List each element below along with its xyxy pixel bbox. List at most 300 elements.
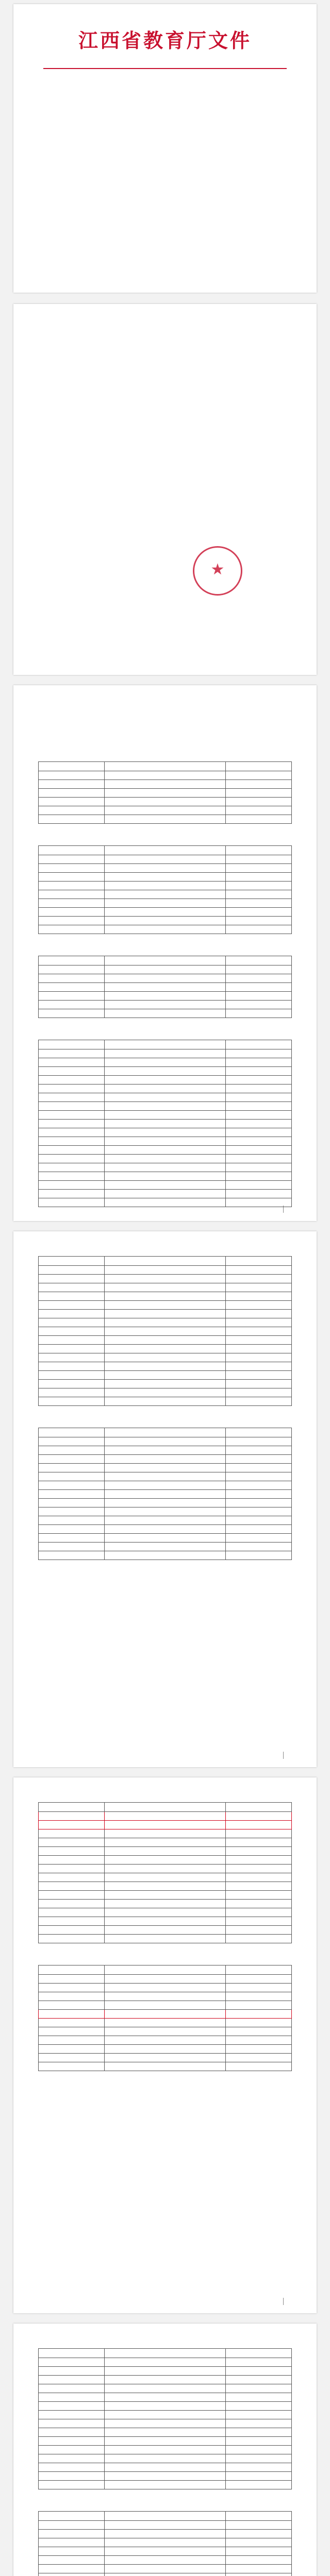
award-school-cell — [104, 1049, 226, 1058]
table-row — [39, 2530, 292, 2538]
table-row — [39, 1873, 292, 1882]
award-rank-cell — [226, 1301, 292, 1310]
award-rank-cell — [226, 1984, 292, 1992]
award-name-cell — [39, 1155, 105, 1163]
award-table — [38, 956, 292, 1018]
table-row — [39, 1446, 292, 1455]
award-rank-cell — [226, 2358, 292, 2367]
table-row — [39, 1490, 292, 1499]
table-row — [39, 1190, 292, 1198]
award-school-cell — [104, 780, 226, 789]
notice-paragraph — [44, 422, 286, 432]
award-rank-cell — [226, 1525, 292, 1534]
award-school-cell — [104, 1821, 226, 1829]
award-name-cell — [39, 2530, 105, 2538]
award-school-cell — [104, 1137, 226, 1146]
award-rank-cell — [226, 1891, 292, 1900]
award-rank-cell — [226, 1345, 292, 1353]
award-rank-cell — [226, 1198, 292, 1207]
table-row — [39, 1009, 292, 1018]
award-school-cell — [104, 1371, 226, 1380]
award-name-cell — [39, 1120, 105, 1128]
award-list-title — [55, 717, 275, 745]
award-rank-cell — [226, 1009, 292, 1018]
table-row — [39, 1829, 292, 1838]
table-row — [39, 1464, 292, 1472]
award-name-cell — [39, 1856, 105, 1865]
award-name-cell — [39, 1093, 105, 1102]
award-rank-cell — [226, 2402, 292, 2411]
table-row — [39, 2547, 292, 2556]
award-school-cell — [104, 1446, 226, 1455]
award-rank-cell — [226, 1102, 292, 1111]
award-rank-cell — [226, 1865, 292, 1873]
award-rank-cell — [226, 1327, 292, 1336]
award-school-cell — [104, 1001, 226, 1009]
column-header — [226, 1428, 292, 1437]
award-rank-cell — [226, 1266, 292, 1275]
award-name-cell — [39, 2481, 105, 2489]
award-school-cell — [104, 1908, 226, 1917]
award-name-cell — [39, 1935, 105, 1943]
column-header — [104, 1428, 226, 1437]
award-name-cell — [39, 2001, 105, 2010]
award-school-cell — [104, 1009, 226, 1018]
table-row — [39, 2454, 292, 2463]
award-name-cell — [39, 1283, 105, 1292]
award-name-cell — [39, 855, 105, 864]
award-name-cell — [39, 1327, 105, 1336]
award-table — [38, 1802, 292, 1943]
award-rank-cell — [226, 1397, 292, 1406]
award-rank-cell — [226, 882, 292, 890]
table-row — [39, 864, 292, 873]
award-school-cell — [104, 1534, 226, 1543]
award-rank-cell — [226, 2019, 292, 2027]
award-school-cell — [104, 1058, 226, 1067]
table-row — [39, 1525, 292, 1534]
page-number — [283, 2298, 293, 2305]
award-school-cell — [104, 2428, 226, 2437]
award-school-cell — [104, 1388, 226, 1397]
award-school-cell — [104, 2454, 226, 2463]
award-school-cell — [104, 1292, 226, 1301]
award-school-cell — [104, 882, 226, 890]
award-rank-cell — [226, 1829, 292, 1838]
red-star-icon: ★ — [210, 561, 225, 579]
award-rank-cell — [226, 789, 292, 798]
award-school-cell — [104, 1310, 226, 1318]
award-school-cell — [104, 1283, 226, 1292]
award-name-cell — [39, 1847, 105, 1856]
award-rank-cell — [226, 2393, 292, 2402]
award-rank-cell — [226, 1128, 292, 1137]
signature-block — [197, 572, 279, 590]
table-row — [39, 1111, 292, 1120]
award-school-cell — [104, 1856, 226, 1865]
award-name-cell — [39, 1499, 105, 1507]
award-school-cell — [104, 1516, 226, 1525]
award-rank-cell — [226, 1067, 292, 1076]
award-name-cell — [39, 1917, 105, 1926]
table-row — [39, 2411, 292, 2419]
award-school-cell — [104, 1128, 226, 1137]
award-rank-cell — [226, 1551, 292, 1560]
table-row — [39, 2001, 292, 2010]
award-rank-cell — [226, 1437, 292, 1446]
document-banner: 江西省教育厅文件 — [78, 29, 252, 52]
award-school-cell — [104, 992, 226, 1001]
award-school-cell — [104, 1120, 226, 1128]
table-row — [39, 1847, 292, 1856]
column-header — [226, 2512, 292, 2521]
award-name-cell — [39, 1292, 105, 1301]
award-rank-cell — [226, 2419, 292, 2428]
award-rank-cell — [226, 1917, 292, 1926]
table-row — [39, 1812, 292, 1821]
table-row — [39, 1155, 292, 1163]
award-rank-cell — [226, 1388, 292, 1397]
table-row — [39, 1049, 292, 1058]
award-name-cell — [39, 873, 105, 882]
column-header — [104, 956, 226, 965]
award-list-page — [13, 2324, 317, 2576]
award-rank-cell — [226, 1882, 292, 1891]
table-row — [39, 2384, 292, 2393]
award-name-cell — [39, 1310, 105, 1318]
award-name-cell — [39, 1084, 105, 1093]
award-name-cell — [39, 1472, 105, 1481]
award-rank-cell — [226, 1838, 292, 1847]
award-rank-cell — [226, 2538, 292, 2547]
award-rank-cell — [226, 2428, 292, 2437]
award-name-cell — [39, 2446, 105, 2454]
award-name-cell — [39, 890, 105, 899]
award-school-cell — [104, 1362, 226, 1371]
award-rank-cell — [226, 815, 292, 824]
award-name-cell — [39, 2428, 105, 2437]
award-school-cell — [104, 2384, 226, 2393]
award-rank-cell — [226, 2027, 292, 2036]
award-table — [38, 1256, 292, 1406]
award-school-cell — [104, 2001, 226, 2010]
award-school-cell — [104, 1926, 226, 1935]
award-school-cell — [104, 1198, 226, 1207]
award-name-cell — [39, 1001, 105, 1009]
table-row — [39, 2019, 292, 2027]
award-name-cell — [39, 1172, 105, 1181]
table-row — [39, 1455, 292, 1464]
column-header — [104, 1257, 226, 1266]
column-header — [39, 956, 105, 965]
award-rank-cell — [226, 1516, 292, 1525]
award-name-cell — [39, 1058, 105, 1067]
award-rank-cell — [226, 806, 292, 815]
table-row — [39, 2565, 292, 2573]
column-header — [104, 1965, 226, 1975]
award-school-cell — [104, 1984, 226, 1992]
award-rank-cell — [226, 2556, 292, 2565]
award-rank-cell — [226, 965, 292, 974]
award-name-cell — [39, 2402, 105, 2411]
award-school-cell — [104, 2472, 226, 2481]
award-school-cell — [104, 1900, 226, 1908]
award-rank-cell — [226, 2054, 292, 2062]
award-school-cell — [104, 1345, 226, 1353]
table-row — [39, 2045, 292, 2054]
table-row — [39, 2556, 292, 2565]
column-header — [226, 2349, 292, 2358]
award-school-cell — [104, 965, 226, 974]
table-row — [39, 1301, 292, 1310]
table-row — [39, 780, 292, 789]
award-name-cell — [39, 1812, 105, 1821]
column-header — [39, 2512, 105, 2521]
page-number — [283, 1752, 293, 1759]
award-school-cell — [104, 1102, 226, 1111]
award-school-cell — [104, 2062, 226, 2071]
award-rank-cell — [226, 1873, 292, 1882]
award-table — [38, 845, 292, 934]
award-rank-cell — [226, 2411, 292, 2419]
award-school-cell — [104, 1084, 226, 1093]
table-row — [39, 890, 292, 899]
table-row — [39, 815, 292, 824]
award-school-cell — [104, 771, 226, 780]
column-header — [226, 1965, 292, 1975]
table-header-row — [39, 1257, 292, 1266]
award-rank-cell — [226, 1926, 292, 1935]
award-rank-cell — [226, 2437, 292, 2446]
award-name-cell — [39, 2565, 105, 2573]
document-number — [13, 58, 317, 65]
award-school-cell — [104, 1812, 226, 1821]
table-row — [39, 2054, 292, 2062]
award-name-cell — [39, 2411, 105, 2419]
table-row — [39, 2446, 292, 2454]
award-school-cell — [104, 1327, 226, 1336]
award-rank-cell — [226, 1076, 292, 1084]
table-row — [39, 1172, 292, 1181]
table-row — [39, 1838, 292, 1847]
table-row — [39, 974, 292, 983]
table-header-row — [39, 846, 292, 855]
award-school-cell — [104, 908, 226, 917]
column-header — [104, 1803, 226, 1812]
award-school-cell — [104, 789, 226, 798]
table-row — [39, 1266, 292, 1275]
table-row — [39, 1318, 292, 1327]
table-row — [39, 1499, 292, 1507]
award-school-cell — [104, 2419, 226, 2428]
table-row — [39, 1926, 292, 1935]
award-school-cell — [104, 1301, 226, 1310]
award-rank-cell — [226, 1543, 292, 1551]
document-footer — [44, 644, 286, 654]
table-row — [39, 917, 292, 925]
award-name-cell — [39, 2419, 105, 2428]
table-row — [39, 882, 292, 890]
award-school-cell — [104, 1891, 226, 1900]
award-name-cell — [39, 1128, 105, 1137]
award-name-cell — [39, 1829, 105, 1838]
award-rank-cell — [226, 1821, 292, 1829]
award-school-cell — [104, 1076, 226, 1084]
award-rank-cell — [226, 1446, 292, 1455]
award-school-cell — [104, 1336, 226, 1345]
award-rank-cell — [226, 2463, 292, 2472]
award-rank-cell — [226, 1362, 292, 1371]
award-rank-cell — [226, 2481, 292, 2489]
award-school-cell — [104, 2565, 226, 2573]
table-row — [39, 1821, 292, 1829]
award-name-cell — [39, 2556, 105, 2565]
award-school-cell — [104, 899, 226, 908]
award-rank-cell — [226, 1499, 292, 1507]
award-rank-cell — [226, 1908, 292, 1917]
table-header-row — [39, 2512, 292, 2521]
award-school-cell — [104, 873, 226, 882]
table-row — [39, 2428, 292, 2437]
award-rank-cell — [226, 855, 292, 864]
column-header — [39, 846, 105, 855]
table-row — [39, 1900, 292, 1908]
table-row — [39, 2393, 292, 2402]
table-header-row — [39, 1965, 292, 1975]
award-school-cell — [104, 2446, 226, 2454]
column-header — [104, 2349, 226, 2358]
award-name-cell — [39, 1891, 105, 1900]
award-name-cell — [39, 2454, 105, 2463]
table-row — [39, 1181, 292, 1190]
table-row — [39, 1353, 292, 1362]
table-row — [39, 2062, 292, 2071]
award-name-cell — [39, 1009, 105, 1018]
award-rank-cell — [226, 1111, 292, 1120]
award-school-cell — [104, 2054, 226, 2062]
notice-title — [60, 81, 270, 106]
award-school-cell — [104, 1266, 226, 1275]
award-name-cell — [39, 1534, 105, 1543]
award-name-cell — [39, 1926, 105, 1935]
award-name-cell — [39, 815, 105, 824]
award-school-cell — [104, 2367, 226, 2376]
table-row — [39, 1102, 292, 1111]
award-rank-cell — [226, 2530, 292, 2538]
award-name-cell — [39, 1992, 105, 2001]
award-name-cell — [39, 1318, 105, 1327]
table-row — [39, 2402, 292, 2411]
table-row — [39, 1345, 292, 1353]
award-school-cell — [104, 1067, 226, 1076]
award-school-cell — [104, 1829, 226, 1838]
award-rank-cell — [226, 1534, 292, 1543]
table-row — [39, 873, 292, 882]
column-header — [104, 2512, 226, 2521]
table-row — [39, 2036, 292, 2045]
award-table — [38, 2511, 292, 2576]
award-rank-cell — [226, 1847, 292, 1856]
award-name-cell — [39, 1397, 105, 1406]
table-row — [39, 1543, 292, 1551]
award-rank-cell — [226, 1049, 292, 1058]
table-row — [39, 1984, 292, 1992]
award-school-cell — [104, 2481, 226, 2489]
table-row — [39, 2538, 292, 2547]
award-school-cell — [104, 1172, 226, 1181]
table-row — [39, 1163, 292, 1172]
award-name-cell — [39, 798, 105, 806]
award-school-cell — [104, 1499, 226, 1507]
table-row — [39, 1275, 292, 1283]
award-school-cell — [104, 2538, 226, 2547]
award-school-cell — [104, 2556, 226, 2565]
award-school-cell — [104, 2027, 226, 2036]
award-rank-cell — [226, 1464, 292, 1472]
table-row — [39, 1975, 292, 1984]
award-rank-cell — [226, 1975, 292, 1984]
table-row — [39, 1516, 292, 1525]
award-name-cell — [39, 1900, 105, 1908]
award-name-cell — [39, 882, 105, 890]
award-rank-cell — [226, 1120, 292, 1128]
notice-paragraph — [44, 325, 286, 334]
award-name-cell — [39, 917, 105, 925]
table-row — [39, 1093, 292, 1102]
award-school-cell — [104, 815, 226, 824]
award-name-cell — [39, 1111, 105, 1120]
award-rank-cell — [226, 1181, 292, 1190]
award-name-cell — [39, 2472, 105, 2481]
table-row — [39, 1437, 292, 1446]
award-rank-cell — [226, 1163, 292, 1172]
table-row — [39, 2010, 292, 2019]
award-school-cell — [104, 1437, 226, 1446]
table-row — [39, 2463, 292, 2472]
award-name-cell — [39, 1446, 105, 1455]
table-row — [39, 2472, 292, 2481]
award-school-cell — [104, 1847, 226, 1856]
table-row — [39, 1283, 292, 1292]
table-row — [39, 1534, 292, 1543]
table-row — [39, 965, 292, 974]
award-name-cell — [39, 2062, 105, 2071]
award-school-cell — [104, 1163, 226, 1172]
table-row — [39, 1001, 292, 1009]
award-rank-cell — [226, 1318, 292, 1327]
award-name-cell — [39, 1181, 105, 1190]
award-rank-cell — [226, 974, 292, 983]
table-row — [39, 1992, 292, 2001]
award-rank-cell — [226, 1084, 292, 1093]
award-rank-cell — [226, 1490, 292, 1499]
award-rank-cell — [226, 2010, 292, 2019]
column-header — [39, 1040, 105, 1049]
award-rank-cell — [226, 992, 292, 1001]
table-row — [39, 1137, 292, 1146]
table-row — [39, 1146, 292, 1155]
award-rank-cell — [226, 1455, 292, 1464]
award-rank-cell — [226, 2376, 292, 2384]
award-rank-cell — [226, 2573, 292, 2576]
award-name-cell — [39, 974, 105, 983]
table-header-row — [39, 1803, 292, 1812]
award-name-cell — [39, 1464, 105, 1472]
award-rank-cell — [226, 1283, 292, 1292]
award-name-cell — [39, 1275, 105, 1283]
award-name-cell — [39, 908, 105, 917]
award-school-cell — [104, 2402, 226, 2411]
